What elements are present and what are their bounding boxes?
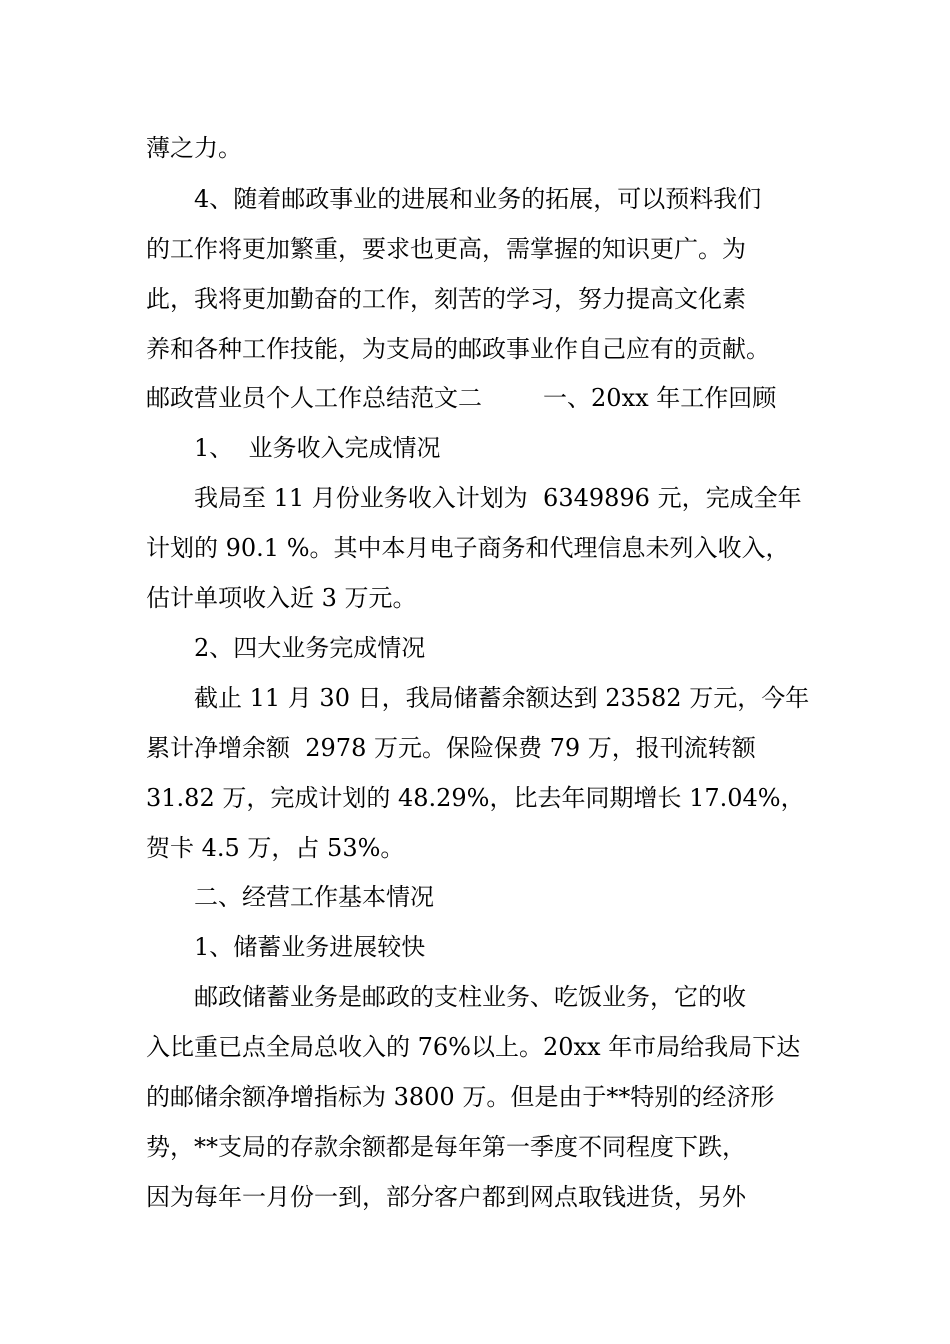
text-line: 势，**支局的存款余额都是每年第一季度不同程度下跌， [146, 1133, 746, 1161]
text-line: 薄之力。 [146, 134, 242, 162]
text-line: 的工作将更加繁重，要求也更高，需掌握的知识更广。为 [146, 235, 746, 263]
text-line: 养和各种工作技能，为支局的邮政事业作自己应有的贡献。 [146, 335, 770, 363]
subheading-line: 2、四大业务完成情况 [194, 634, 426, 662]
text-line: 31.82 万，完成计划的 48.29%，比去年同期增长 17.04%， [146, 784, 805, 812]
text-line: 我局至 11 月份业务收入计划为 6349896 元，完成全年 [194, 484, 802, 512]
text-line: 累计净增余额 2978 万元。保险保费 79 万，报刊流转额 [146, 734, 756, 762]
text-line: 邮政储蓄业务是邮政的支柱业务、吃饭业务，它的收 [194, 983, 746, 1011]
text-line: 计划的 90.1 %。其中本月电子商务和代理信息未列入收入， [146, 534, 790, 562]
text-line: 贺卡 4.5 万，占 53%。 [146, 834, 405, 862]
subheading-line: 1、 业务收入完成情况 [194, 434, 441, 462]
text-line: 4、随着邮政事业的进展和业务的拓展，可以预料我们 [194, 185, 762, 213]
subheading-line: 1、储蓄业务进展较快 [194, 933, 426, 961]
section-heading-line: 邮政营业员个人工作总结范文二 一、20xx 年工作回顾 [146, 384, 777, 412]
text-line: 截止 11 月 30 日，我局储蓄余额达到 23582 万元，今年 [194, 684, 810, 712]
text-line: 估计单项收入近 3 万元。 [146, 584, 417, 612]
text-line: 入比重已点全局总收入的 76%以上。20xx 年市局给我局下达 [146, 1033, 801, 1061]
section-heading-line: 二、经营工作基本情况 [194, 883, 434, 911]
text-line: 的邮储余额净增指标为 3800 万。但是由于**特别的经济形 [146, 1083, 775, 1111]
text-line: 此，我将更加勤奋的工作，刻苦的学习，努力提高文化素 [146, 285, 746, 313]
text-line: 因为每年一月份一到，部分客户都到网点取钱进货，另外 [146, 1183, 746, 1211]
